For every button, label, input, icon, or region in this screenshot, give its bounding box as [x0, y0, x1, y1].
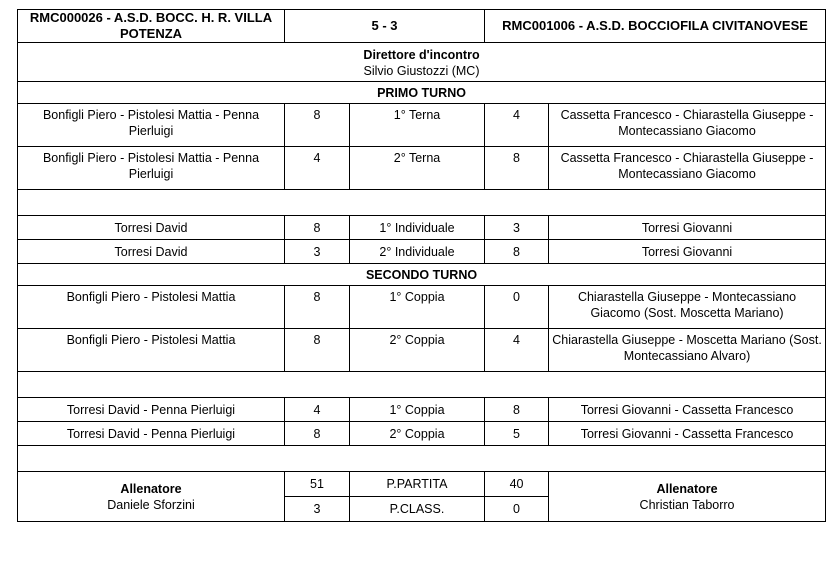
- game-type: 2° Terna: [350, 147, 485, 190]
- away-score: 4: [485, 329, 549, 372]
- home-score: 3: [285, 240, 350, 264]
- away-players: Chiarastella Giuseppe - Montecassiano Giacomo (Sost. Moscetta Mariano): [549, 286, 826, 329]
- match-row: [18, 329, 826, 372]
- total-label: P.PARTITA: [350, 472, 485, 497]
- away-players: Torresi Giovanni - Cassetta Francesco: [549, 398, 826, 422]
- home-players: Torresi David - Penna Pierluigi: [18, 398, 285, 422]
- game-type: 1° Coppia: [350, 286, 485, 329]
- game-type: 1° Terna: [350, 104, 485, 147]
- away-score: 0: [485, 286, 549, 329]
- director-label: Direttore d'incontro: [363, 47, 480, 62]
- match-row: [18, 147, 826, 190]
- away-score: 8: [485, 398, 549, 422]
- home-score: 8: [285, 422, 350, 446]
- home-players: Torresi David: [18, 216, 285, 240]
- away-score: 5: [485, 422, 549, 446]
- away-total: 40: [485, 472, 549, 497]
- away-players: Cassetta Francesco - Chiarastella Giuseppe - Montecassiano Giacomo: [549, 104, 826, 147]
- spacer-row: [18, 190, 826, 216]
- home-total: 51: [285, 472, 350, 497]
- turn-title: PRIMO TURNO: [18, 82, 826, 104]
- match-row: [18, 216, 826, 240]
- total-label: P.CLASS.: [350, 497, 485, 522]
- home-score: 4: [285, 398, 350, 422]
- home-coach-name: Daniele Sforzini: [107, 497, 195, 512]
- away-players: Torresi Giovanni: [549, 216, 826, 240]
- match-score: 5 - 3: [285, 10, 485, 43]
- away-players: Cassetta Francesco - Chiarastella Giuseppe - Montecassiano Giacomo: [549, 147, 826, 190]
- away-score: 8: [485, 240, 549, 264]
- home-players: Torresi David - Penna Pierluigi: [18, 422, 285, 446]
- match-row: [18, 104, 826, 147]
- home-score: 4: [285, 147, 350, 190]
- away-score: 3: [485, 216, 549, 240]
- turns-section: [18, 82, 826, 472]
- spacer-row: [18, 372, 826, 398]
- game-type: 1° Coppia: [350, 398, 485, 422]
- match-header-row: [18, 10, 826, 43]
- match-row: [18, 398, 826, 422]
- away-score: 8: [485, 147, 549, 190]
- game-type: 1° Individuale: [350, 216, 485, 240]
- game-type: 2° Coppia: [350, 422, 485, 446]
- home-players: Bonfigli Piero - Pistolesi Mattia - Penna Pierluigi: [18, 147, 285, 190]
- spacer-row: [18, 446, 826, 472]
- home-players: Torresi David: [18, 240, 285, 264]
- turn-title-row: [18, 264, 826, 286]
- totals-row: [18, 472, 826, 497]
- home-coach-label: Allenatore: [120, 481, 182, 496]
- turn-title: SECONDO TURNO: [18, 264, 826, 286]
- away-team-name: RMC001006 - A.S.D. BOCCIOFILA CIVITANOVESE: [485, 10, 826, 43]
- home-score: 8: [285, 216, 350, 240]
- away-coach-cell: [549, 472, 826, 522]
- home-players: Bonfigli Piero - Pistolesi Mattia: [18, 329, 285, 372]
- match-row: [18, 286, 826, 329]
- home-players: Bonfigli Piero - Pistolesi Mattia - Penna Pierluigi: [18, 104, 285, 147]
- away-total: 0: [485, 497, 549, 522]
- director-row: [18, 43, 826, 82]
- game-type: 2° Individuale: [350, 240, 485, 264]
- away-coach-name: Christian Taborro: [639, 497, 735, 512]
- director-name: Silvio Giustozzi (MC): [363, 63, 480, 78]
- match-report-table: [17, 9, 826, 522]
- match-row: [18, 240, 826, 264]
- home-players: Bonfigli Piero - Pistolesi Mattia: [18, 286, 285, 329]
- home-team-name: RMC000026 - A.S.D. BOCC. H. R. VILLA POTENZA: [18, 10, 285, 43]
- away-players: Chiarastella Giuseppe - Moscetta Mariano (Sost. Montecassiano Alvaro): [549, 329, 826, 372]
- turn-title-row: [18, 82, 826, 104]
- away-score: 4: [485, 104, 549, 147]
- home-total: 3: [285, 497, 350, 522]
- game-type: 2° Coppia: [350, 329, 485, 372]
- home-score: 8: [285, 329, 350, 372]
- away-players: Torresi Giovanni: [549, 240, 826, 264]
- home-score: 8: [285, 286, 350, 329]
- away-coach-label: Allenatore: [656, 481, 718, 496]
- match-row: [18, 422, 826, 446]
- home-coach-cell: [18, 472, 285, 522]
- home-score: 8: [285, 104, 350, 147]
- away-players: Torresi Giovanni - Cassetta Francesco: [549, 422, 826, 446]
